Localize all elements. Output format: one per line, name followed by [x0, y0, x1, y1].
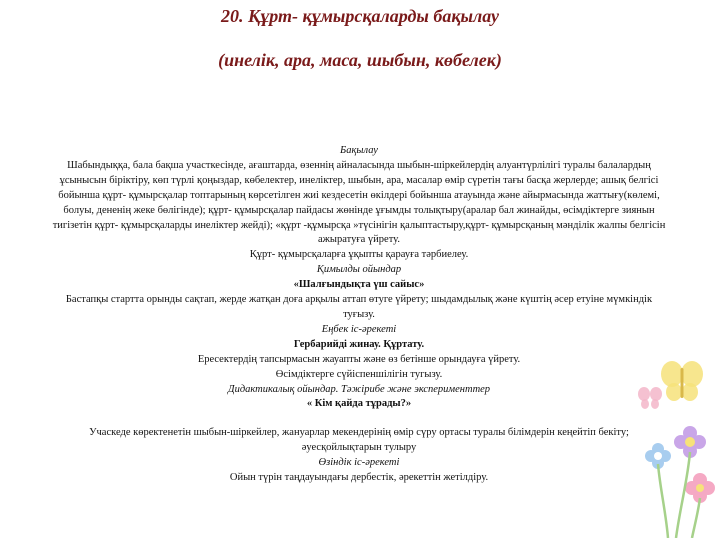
section-heading-didactic-games: Дидактикалық ойындар. Тәжірибе және эксперименттер [227, 383, 491, 395]
butterfly-icon [638, 387, 662, 409]
game-title-meadow: «Шалғындықта үш сайыс» [293, 279, 425, 291]
spacer [50, 412, 668, 426]
game-title-who-lives-where: « Кім қайда тұрады?» [306, 398, 412, 410]
section-heading-observation: Бақылау [340, 145, 378, 156]
labor-task-title: Гербарийді жинау. Құртату. [293, 338, 425, 350]
observation-paragraph: Шабындыққа, бала бақша участкесінде, ағаштарда, өзеннің айналасында шыбын-шіркейлердің алуантүрлілігі туралы балалардың ұсынысын біріктіру, көп түрлі қоңыздар, көбелектер, инеліктер, шыбын, ара, масалар өмір сүретін тағы басқа жерлерде; ашық белгісі бойынша құрт- құмырсқалар топтарының көрсетілген жиі кездесетін өкілдері бойынша атауында және айырмасында жаттығу(көлемі, болуы, дененің жеке бөлігінде); құрт- құмырсқалар пайдасы жөнінде ұғымды толықтыру(аралар бал жинайды, өсімдіктерге зиянын тигізетін құрт- құмырсқаларды инеліктер жейді); «құрт -құмырсқа »түсінігін қалыптастыру,құрт- құмырсқаның мәнділік жалпы белгісін ажыратуға үйрету. [52, 159, 666, 246]
section-heading-independent-activity: Өзіндік іс-әрекеті [318, 457, 400, 469]
labor-paragraph-1: Ересектердің тапсырмасын жауапты және өз бетінше орындауға үйрету. [197, 353, 521, 365]
page-title: 20. Құрт- құмырсқаларды бақылау [220, 6, 500, 26]
flowers-and-butterflies-decoration [620, 338, 720, 538]
section-heading-labor: Еңбек іс-әрекеті [321, 323, 397, 335]
page-subtitle: (инелік, ара, маса, шыбын, көбелек) [218, 50, 502, 70]
independent-paragraph: Ойын түрін таңдауындағы дербестік, әрекеттін жетілдіру. [229, 472, 489, 484]
section-heading-outdoor-games: Қимылды ойындар [316, 264, 402, 276]
butterfly-icon [661, 361, 703, 401]
didactic-paragraph: Учаскеде көректенетін шыбын-шіркейлер, жануарлар мекендерінің өмір сүру ортасы туралы білімдерін кеңейтіп бекіту; әуесқойлықтарын тулыру [89, 427, 629, 454]
document-body [50, 144, 668, 486]
labor-paragraph-2: Өсімдіктерге сүйіспеншілігін тугызу. [275, 368, 443, 380]
game-description: Бастапқы стартта орынды сақтап, жерде жатқан доға арқылы аттап өтуге үйрету; шыдамдылық және күштің әсер етуіне мүмкіндік туғызу. [65, 294, 653, 320]
upbringing-paragraph: Құрт- құмырсқаларға ұқыпты қарауға тәрбиелеу. [249, 249, 469, 261]
